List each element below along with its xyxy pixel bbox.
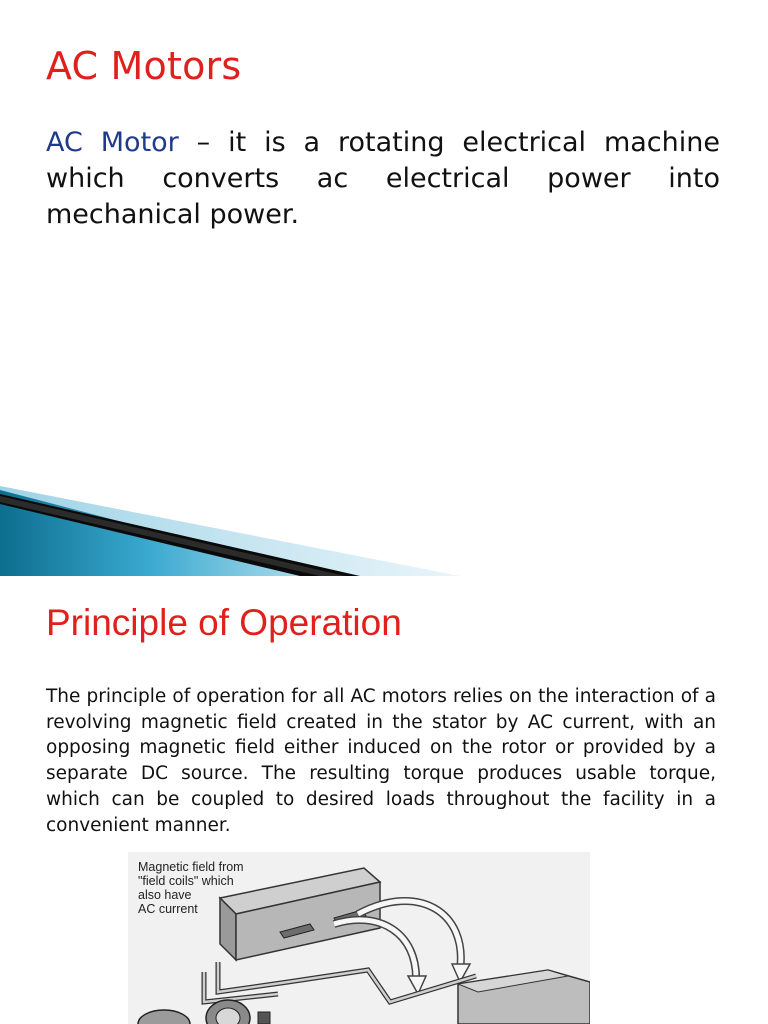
decorative-swoosh — [0, 476, 460, 576]
figure-caption: Magnetic field from "field coils" which also have AC current — [138, 860, 244, 916]
definition-text: – it is a rotating electrical machine which converts ac electrical power into mechanical power. — [46, 127, 720, 230]
definition-term: AC Motor — [46, 127, 179, 158]
slide-title: AC Motors — [46, 44, 242, 88]
motor-diagram — [128, 852, 590, 1024]
definition-paragraph — [46, 125, 720, 233]
slide-principle-of-operation — [0, 576, 768, 1024]
slide-title: Principle of Operation — [46, 602, 402, 643]
principle-paragraph: The principle of operation for all AC motors relies on the interaction of a revolving magnetic field created in the stator by AC current, with an opposing magnetic field either induced on the rotor or provided by a separate DC source. The resulting torque produces usable torque, which can be coupled to desired loads throughout the facility in a convenient manner. — [46, 686, 716, 836]
rotor-disc — [138, 1010, 190, 1024]
